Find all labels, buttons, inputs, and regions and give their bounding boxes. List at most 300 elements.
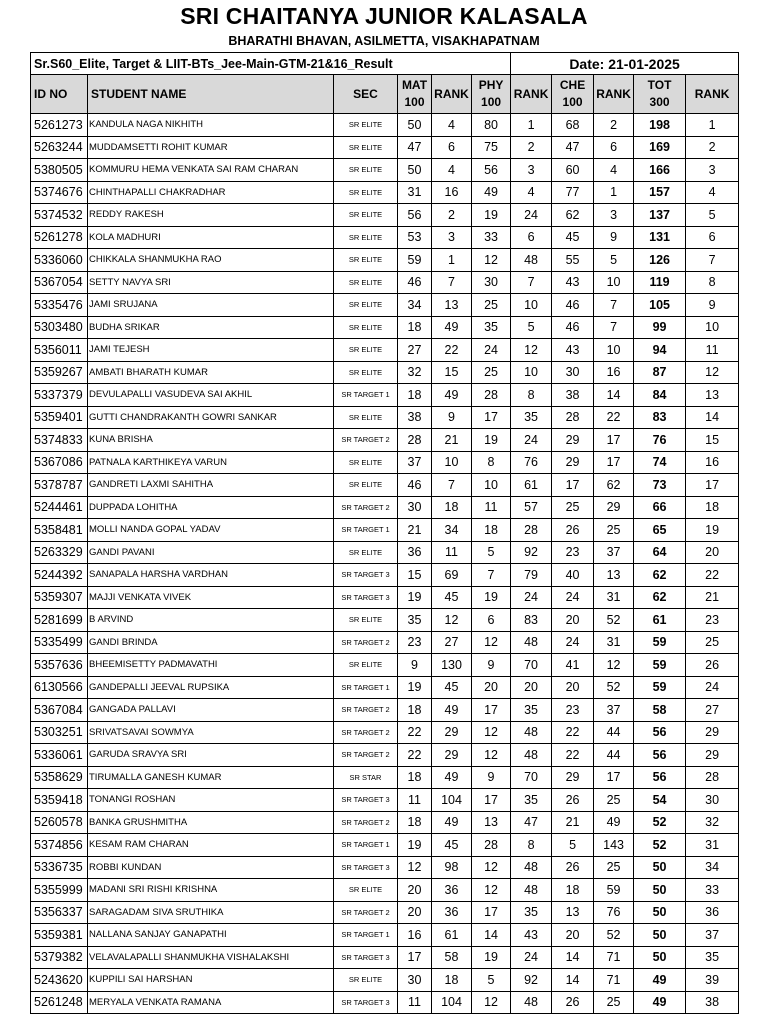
cell-id-no: 5359267 (31, 361, 88, 384)
cell-mat: 19 (398, 834, 432, 857)
col-header-label: RANK (694, 86, 730, 101)
cell-section: SR ELITE (334, 609, 398, 632)
cell-mat-rank: 22 (432, 339, 472, 362)
cell-che: 18 (552, 879, 594, 902)
cell-tot: 52 (634, 834, 686, 857)
table-row (31, 609, 739, 632)
cell-id-no: 5359401 (31, 406, 88, 429)
cell-che: 22 (552, 744, 594, 767)
cell-student-name: GUTTI CHANDRAKANTH GOWRI SANKAR (88, 406, 334, 429)
cell-che: 25 (552, 496, 594, 519)
cell-mat: 16 (398, 924, 432, 947)
cell-che: 77 (552, 181, 594, 204)
cell-che-rank: 59 (594, 879, 634, 902)
table-row (31, 451, 739, 474)
cell-mat: 15 (398, 564, 432, 587)
cell-che: 43 (552, 271, 594, 294)
cell-mat: 50 (398, 159, 432, 182)
cell-che: 47 (552, 136, 594, 159)
cell-section: SR TARGET 3 (334, 856, 398, 879)
cell-mat-rank: 45 (432, 676, 472, 699)
cell-section: SR ELITE (334, 474, 398, 497)
cell-id-no: 5359307 (31, 586, 88, 609)
cell-phy: 17 (472, 789, 511, 812)
cell-id-no: 5357636 (31, 654, 88, 677)
page-title: SRI CHAITANYA JUNIOR KALASALA (180, 3, 588, 29)
cell-section: SR ELITE (334, 879, 398, 902)
cell-mat-rank: 18 (432, 496, 472, 519)
cell-tot-rank: 3 (686, 159, 739, 182)
cell-tot: 83 (634, 406, 686, 429)
cell-tot: 59 (634, 654, 686, 677)
exam-info: Sr.S60_Elite, Target & LIIT-BTs_Jee-Main-GTM-21&16_Result (31, 53, 511, 75)
cell-student-name: MERYALA VENKATA RAMANA (88, 991, 334, 1014)
cell-che: 22 (552, 721, 594, 744)
cell-phy: 6 (472, 609, 511, 632)
cell-che: 60 (552, 159, 594, 182)
cell-id-no: 5303251 (31, 721, 88, 744)
cell-student-name: GANGADA PALLAVI (88, 699, 334, 722)
cell-tot-rank: 17 (686, 474, 739, 497)
cell-phy-rank: 79 (511, 564, 552, 587)
cell-section: SR ELITE (334, 159, 398, 182)
cell-phy: 12 (472, 631, 511, 654)
cell-section: SR ELITE (334, 114, 398, 137)
cell-phy: 19 (472, 429, 511, 452)
cell-mat: 18 (398, 766, 432, 789)
cell-phy-rank: 43 (511, 924, 552, 947)
cell-phy-rank: 48 (511, 721, 552, 744)
cell-che: 29 (552, 429, 594, 452)
cell-mat-rank: 1 (432, 249, 472, 272)
cell-student-name: KESAM RAM CHARAN (88, 834, 334, 857)
cell-che: 17 (552, 474, 594, 497)
cell-che-rank: 25 (594, 856, 634, 879)
cell-che-rank: 37 (594, 699, 634, 722)
cell-section: SR TARGET 1 (334, 834, 398, 857)
table-row (31, 429, 739, 452)
cell-id-no: 5336061 (31, 744, 88, 767)
cell-che: 29 (552, 451, 594, 474)
col-header-section (334, 75, 398, 114)
cell-che-rank: 7 (594, 316, 634, 339)
cell-student-name: DUPPADA LOHITHA (88, 496, 334, 519)
cell-mat: 22 (398, 721, 432, 744)
cell-phy: 9 (472, 766, 511, 789)
cell-mat-rank: 61 (432, 924, 472, 947)
col-header-label: TOT (647, 78, 672, 92)
cell-tot: 56 (634, 721, 686, 744)
table-row (31, 856, 739, 879)
cell-tot: 76 (634, 429, 686, 452)
cell-tot-rank: 30 (686, 789, 739, 812)
cell-phy-rank: 24 (511, 429, 552, 452)
cell-id-no: 5359418 (31, 789, 88, 812)
cell-tot: 50 (634, 946, 686, 969)
table-row (31, 249, 739, 272)
table-row (31, 721, 739, 744)
cell-student-name: ROBBI KUNDAN (88, 856, 334, 879)
cell-tot-rank: 11 (686, 339, 739, 362)
cell-student-name: SANAPALA HARSHA VARDHAN (88, 564, 334, 587)
cell-id-no: 5337379 (31, 384, 88, 407)
col-header-label: RANK (434, 86, 469, 101)
table-row (31, 631, 739, 654)
cell-tot: 84 (634, 384, 686, 407)
cell-section: SR TARGET 2 (334, 811, 398, 834)
table-row (31, 654, 739, 677)
cell-student-name: JAMI TEJESH (88, 339, 334, 362)
cell-phy: 19 (472, 946, 511, 969)
cell-tot: 62 (634, 564, 686, 587)
cell-id-no: 5378787 (31, 474, 88, 497)
cell-che-rank: 71 (594, 946, 634, 969)
cell-tot-rank: 29 (686, 721, 739, 744)
cell-phy-rank: 24 (511, 946, 552, 969)
col-header-tot-rank (686, 75, 739, 114)
cell-che-rank: 22 (594, 406, 634, 429)
cell-tot-rank: 35 (686, 946, 739, 969)
cell-phy: 8 (472, 451, 511, 474)
cell-phy-rank: 8 (511, 384, 552, 407)
cell-id-no: 5335499 (31, 631, 88, 654)
cell-tot-rank: 14 (686, 406, 739, 429)
cell-che-rank: 13 (594, 564, 634, 587)
cell-che-rank: 12 (594, 654, 634, 677)
cell-tot: 59 (634, 676, 686, 699)
cell-che: 26 (552, 519, 594, 542)
cell-section: SR ELITE (334, 541, 398, 564)
cell-student-name: PATNALA KARTHIKEYA VARUN (88, 451, 334, 474)
cell-mat: 28 (398, 429, 432, 452)
cell-mat: 34 (398, 294, 432, 317)
cell-student-name: CHIKKALA SHANMUKHA RAO (88, 249, 334, 272)
cell-phy-rank: 2 (511, 136, 552, 159)
cell-section: SR ELITE (334, 136, 398, 159)
cell-mat-rank: 49 (432, 811, 472, 834)
cell-tot: 50 (634, 856, 686, 879)
cell-id-no: 5380505 (31, 159, 88, 182)
cell-section: SR TARGET 3 (334, 564, 398, 587)
cell-tot: 61 (634, 609, 686, 632)
table-row (31, 991, 739, 1014)
cell-id-no: 5261273 (31, 114, 88, 137)
cell-tot-rank: 6 (686, 226, 739, 249)
col-header-phy (472, 75, 511, 114)
cell-phy: 17 (472, 901, 511, 924)
cell-tot-rank: 36 (686, 901, 739, 924)
cell-phy: 20 (472, 676, 511, 699)
cell-tot-rank: 27 (686, 699, 739, 722)
cell-mat-rank: 130 (432, 654, 472, 677)
cell-mat-rank: 6 (432, 136, 472, 159)
cell-student-name: KUPPILI SAI HARSHAN (88, 969, 334, 992)
cell-mat: 21 (398, 519, 432, 542)
cell-phy-rank: 10 (511, 361, 552, 384)
cell-tot: 50 (634, 879, 686, 902)
cell-che: 24 (552, 586, 594, 609)
cell-phy: 5 (472, 969, 511, 992)
page-subtitle: BHARATHI BHAVAN, ASILMETTA, VISAKHAPATNAM (228, 34, 540, 48)
cell-tot-rank: 18 (686, 496, 739, 519)
cell-mat-rank: 49 (432, 699, 472, 722)
cell-id-no: 5263329 (31, 541, 88, 564)
cell-che-rank: 25 (594, 519, 634, 542)
cell-mat-rank: 49 (432, 384, 472, 407)
cell-tot-rank: 37 (686, 924, 739, 947)
cell-che-rank: 3 (594, 204, 634, 227)
cell-che-rank: 16 (594, 361, 634, 384)
cell-student-name: B ARVIND (88, 609, 334, 632)
cell-student-name: KOLA MADHURI (88, 226, 334, 249)
cell-section: SR ELITE (334, 406, 398, 429)
cell-tot: 56 (634, 744, 686, 767)
table-row (31, 789, 739, 812)
cell-id-no: 5367086 (31, 451, 88, 474)
cell-che: 26 (552, 789, 594, 812)
cell-che: 23 (552, 699, 594, 722)
cell-phy-rank: 48 (511, 744, 552, 767)
cell-mat: 17 (398, 946, 432, 969)
cell-id-no: 5261278 (31, 226, 88, 249)
cell-tot-rank: 1 (686, 114, 739, 137)
table-row (31, 969, 739, 992)
cell-tot: 126 (634, 249, 686, 272)
cell-mat-rank: 49 (432, 316, 472, 339)
cell-id-no: 5336735 (31, 856, 88, 879)
cell-student-name: NALLANA SANJAY GANAPATHI (88, 924, 334, 947)
cell-phy-rank: 35 (511, 406, 552, 429)
table-row (31, 811, 739, 834)
cell-phy: 11 (472, 496, 511, 519)
col-header-max: 100 (562, 95, 583, 109)
cell-mat-rank: 58 (432, 946, 472, 969)
cell-che-rank: 31 (594, 586, 634, 609)
cell-phy-rank: 48 (511, 879, 552, 902)
cell-mat: 18 (398, 699, 432, 722)
cell-student-name: TIRUMALLA GANESH KUMAR (88, 766, 334, 789)
cell-phy: 28 (472, 834, 511, 857)
cell-tot-rank: 25 (686, 631, 739, 654)
cell-phy-rank: 35 (511, 901, 552, 924)
cell-mat-rank: 18 (432, 969, 472, 992)
cell-mat-rank: 36 (432, 879, 472, 902)
cell-che: 43 (552, 339, 594, 362)
cell-che: 30 (552, 361, 594, 384)
cell-tot: 49 (634, 991, 686, 1014)
cell-mat: 11 (398, 991, 432, 1014)
table-row (31, 294, 739, 317)
table-row (31, 339, 739, 362)
table-row (31, 406, 739, 429)
cell-che: 20 (552, 609, 594, 632)
cell-che: 41 (552, 654, 594, 677)
cell-section: SR ELITE (334, 316, 398, 339)
cell-tot: 54 (634, 789, 686, 812)
cell-tot-rank: 2 (686, 136, 739, 159)
cell-mat-rank: 29 (432, 721, 472, 744)
cell-tot: 87 (634, 361, 686, 384)
cell-mat-rank: 104 (432, 991, 472, 1014)
cell-che-rank: 29 (594, 496, 634, 519)
cell-id-no: 5356337 (31, 901, 88, 924)
table-row (31, 541, 739, 564)
cell-phy: 30 (472, 271, 511, 294)
cell-phy: 25 (472, 361, 511, 384)
cell-mat-rank: 36 (432, 901, 472, 924)
cell-che-rank: 1 (594, 181, 634, 204)
col-header-student-name (88, 75, 334, 114)
cell-phy-rank: 48 (511, 856, 552, 879)
cell-che: 14 (552, 969, 594, 992)
cell-tot: 99 (634, 316, 686, 339)
cell-che: 38 (552, 384, 594, 407)
cell-tot-rank: 13 (686, 384, 739, 407)
cell-phy-rank: 35 (511, 789, 552, 812)
cell-phy-rank: 48 (511, 631, 552, 654)
cell-student-name: JAMI SRUJANA (88, 294, 334, 317)
cell-phy: 80 (472, 114, 511, 137)
cell-section: SR ELITE (334, 249, 398, 272)
cell-tot-rank: 16 (686, 451, 739, 474)
cell-phy-rank: 7 (511, 271, 552, 294)
cell-phy: 25 (472, 294, 511, 317)
cell-student-name: AMBATI BHARATH KUMAR (88, 361, 334, 384)
table-row (31, 159, 739, 182)
cell-student-name: GANDEPALLI JEEVAL RUPSIKA (88, 676, 334, 699)
cell-che-rank: 2 (594, 114, 634, 137)
cell-section: SR TARGET 2 (334, 699, 398, 722)
cell-student-name: VELAVALAPALLI SHANMUKHA VISHALAKSHI (88, 946, 334, 969)
cell-phy: 9 (472, 654, 511, 677)
cell-phy-rank: 48 (511, 991, 552, 1014)
cell-tot: 49 (634, 969, 686, 992)
cell-tot: 50 (634, 924, 686, 947)
cell-id-no: 5260578 (31, 811, 88, 834)
cell-mat: 27 (398, 339, 432, 362)
table-row (31, 316, 739, 339)
cell-tot-rank: 15 (686, 429, 739, 452)
col-header-label: MAT (401, 78, 428, 92)
table-row (31, 834, 739, 857)
cell-che: 13 (552, 901, 594, 924)
cell-tot-rank: 7 (686, 249, 739, 272)
cell-tot: 74 (634, 451, 686, 474)
cell-phy-rank: 70 (511, 654, 552, 677)
cell-id-no: 5244392 (31, 564, 88, 587)
table-row (31, 586, 739, 609)
cell-tot-rank: 20 (686, 541, 739, 564)
cell-id-no: 5355999 (31, 879, 88, 902)
cell-che-rank: 17 (594, 766, 634, 789)
table-row (31, 676, 739, 699)
cell-student-name: SARAGADAM SIVA SRUTHIKA (88, 901, 334, 924)
cell-section: SR TARGET 2 (334, 721, 398, 744)
col-header-max: 100 (404, 95, 425, 109)
cell-section: SR ELITE (334, 969, 398, 992)
cell-id-no: 5358481 (31, 519, 88, 542)
table-row (31, 474, 739, 497)
cell-phy: 49 (472, 181, 511, 204)
cell-mat-rank: 45 (432, 834, 472, 857)
cell-tot: 157 (634, 181, 686, 204)
cell-mat-rank: 11 (432, 541, 472, 564)
cell-student-name: REDDY RAKESH (88, 204, 334, 227)
cell-mat: 53 (398, 226, 432, 249)
cell-section: SR TARGET 1 (334, 924, 398, 947)
cell-tot: 137 (634, 204, 686, 227)
cell-phy: 14 (472, 924, 511, 947)
cell-che-rank: 14 (594, 384, 634, 407)
cell-student-name: MOLLI NANDA GOPAL YADAV (88, 519, 334, 542)
cell-che-rank: 49 (594, 811, 634, 834)
table-row (31, 766, 739, 789)
cell-id-no: 6130566 (31, 676, 88, 699)
table-row (31, 496, 739, 519)
cell-student-name: BUDHA SRIKAR (88, 316, 334, 339)
cell-mat: 18 (398, 811, 432, 834)
cell-che-rank: 52 (594, 924, 634, 947)
cell-che-rank: 7 (594, 294, 634, 317)
cell-mat: 20 (398, 901, 432, 924)
cell-mat-rank: 4 (432, 114, 472, 137)
cell-mat: 23 (398, 631, 432, 654)
cell-che: 23 (552, 541, 594, 564)
cell-mat: 56 (398, 204, 432, 227)
cell-section: SR TARGET 3 (334, 991, 398, 1014)
table-row (31, 946, 739, 969)
cell-phy: 12 (472, 721, 511, 744)
cell-mat: 9 (398, 654, 432, 677)
table-row (31, 924, 739, 947)
cell-tot-rank: 21 (686, 586, 739, 609)
cell-che-rank: 62 (594, 474, 634, 497)
table-row (31, 564, 739, 587)
cell-mat-rank: 2 (432, 204, 472, 227)
cell-id-no: 5335476 (31, 294, 88, 317)
cell-mat: 30 (398, 496, 432, 519)
cell-section: SR TARGET 1 (334, 676, 398, 699)
cell-che-rank: 5 (594, 249, 634, 272)
cell-mat: 47 (398, 136, 432, 159)
cell-che-rank: 143 (594, 834, 634, 857)
cell-id-no: 5261248 (31, 991, 88, 1014)
cell-tot: 58 (634, 699, 686, 722)
col-header-che-rank (594, 75, 634, 114)
cell-che: 20 (552, 924, 594, 947)
cell-che-rank: 17 (594, 429, 634, 452)
cell-phy-rank: 47 (511, 811, 552, 834)
cell-che-rank: 6 (594, 136, 634, 159)
cell-phy: 33 (472, 226, 511, 249)
cell-che-rank: 44 (594, 744, 634, 767)
cell-section: SR ELITE (334, 204, 398, 227)
cell-tot-rank: 9 (686, 294, 739, 317)
cell-tot: 66 (634, 496, 686, 519)
col-header-max: 100 (481, 95, 502, 109)
cell-phy-rank: 92 (511, 969, 552, 992)
cell-mat: 46 (398, 474, 432, 497)
cell-phy-rank: 12 (511, 339, 552, 362)
col-header-che (552, 75, 594, 114)
cell-id-no: 5244461 (31, 496, 88, 519)
cell-che-rank: 44 (594, 721, 634, 744)
cell-tot: 56 (634, 766, 686, 789)
cell-tot-rank: 24 (686, 676, 739, 699)
table-row (31, 271, 739, 294)
cell-student-name: CHINTHAPALLI CHAKRADHAR (88, 181, 334, 204)
cell-tot-rank: 10 (686, 316, 739, 339)
